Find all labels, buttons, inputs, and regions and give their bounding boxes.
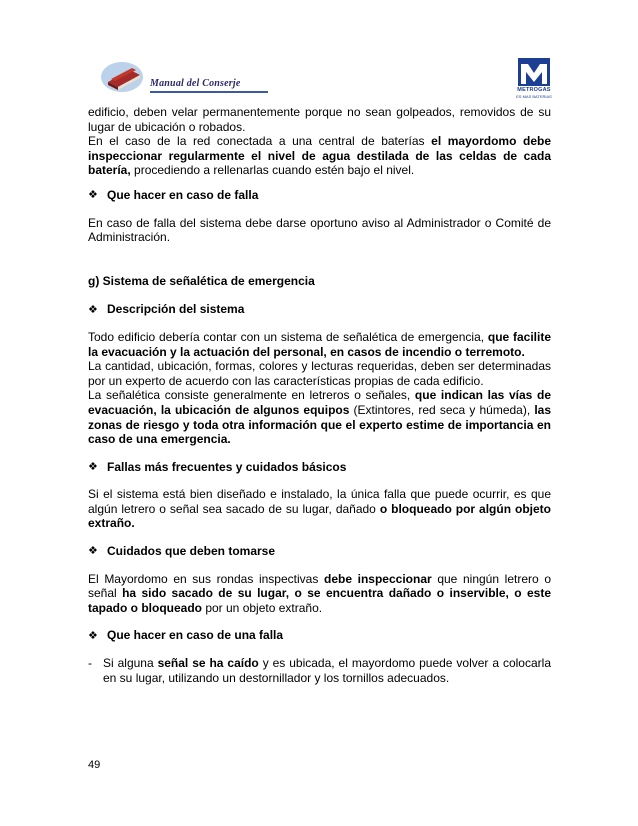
paragraph: Si el sistema está bien diseñado e instalado, la única falla que puede ocurrir, es que algún letrero o señal sea sacado de su lugar, dañado o bloqueado por algún objeto extraño. [88,487,551,531]
manual-logo [88,52,248,100]
paragraph: En caso de falla del sistema debe darse oportuno aviso al Administrador o Comité de Administración. [88,215,551,245]
metrogas-m-icon [518,58,550,86]
bullet-heading: ❖ Que hacer en caso de una falla [88,628,284,643]
paragraph: La señalética consiste generalmente en letreros o señales, que indican las vías de evacuación, la ubicación de algunos equipos (Extintores, red seca y húmeda), las zonas de riesgo y toda otra información que el experto estime de importancia en caso de una emergencia. [88,388,552,447]
book-icon [100,60,144,94]
page-number: 49 [88,759,101,771]
brand-name: METROGAS [517,87,551,93]
dash-marker: - [88,656,92,671]
diamond-bullet-icon: ❖ [88,460,98,473]
section-heading: g) Sistema de señalética de emergencia [88,273,315,288]
paragraph: La cantidad, ubicación, formas, colores y lecturas requeridas, deben ser determinadas por un experto de acuerdo con las características propias de cada edificio. [88,359,551,388]
paragraph: En el caso de la red conectada a una central de baterías el mayordomo debe inspeccionar regularmente el nivel de agua destilada de las celdas de cada batería, procediendo a rellenarlas cuando estén bajo el nivel. [88,134,551,178]
diamond-bullet-icon: ❖ [88,629,98,642]
brand-tagline: ES MAS BATERIAS [516,94,552,99]
paragraph: Todo edificio debería contar con un sistema de señalética de emergencia, que facilite la evacuación y la actuación del personal, en casos de incendio o terremoto. [88,329,552,359]
paragraph: edificio, deben velar permanentemente porque no sean golpeados, removidos de su lugar de ubicación o robados. [88,105,551,134]
title-underline [150,91,268,93]
list-item [88,656,551,685]
manual-title: Manual del Conserje [150,78,241,89]
bullet-heading: ❖ Fallas más frecuentes y cuidados básicos [88,459,347,474]
paragraph: El Mayordomo en sus rondas inspectivas debe inspeccionar que ningún letrero o señal ha sido sacado de su lugar, o se encuentra dañado o inservible, o este tapado o bloqueado por un objeto extraño. [88,571,552,615]
diamond-bullet-icon: ❖ [88,303,98,316]
diamond-bullet-icon: ❖ [88,545,98,558]
list-item-text: Si alguna señal se ha caído y es ubicada, el mayordomo puede volver a colocarla en su lugar, utilizando un destornillador y los tornillos adecuados. [103,656,551,685]
bullet-heading: ❖ Cuidados que deben tomarse [88,544,276,559]
metrogas-logo [512,58,556,104]
diamond-bullet-icon: ❖ [88,189,98,202]
bullet-heading: ❖ Descripción del sistema [88,302,245,317]
page-content [88,105,551,685]
bullet-heading: ❖ Que hacer en caso de falla [88,187,259,202]
